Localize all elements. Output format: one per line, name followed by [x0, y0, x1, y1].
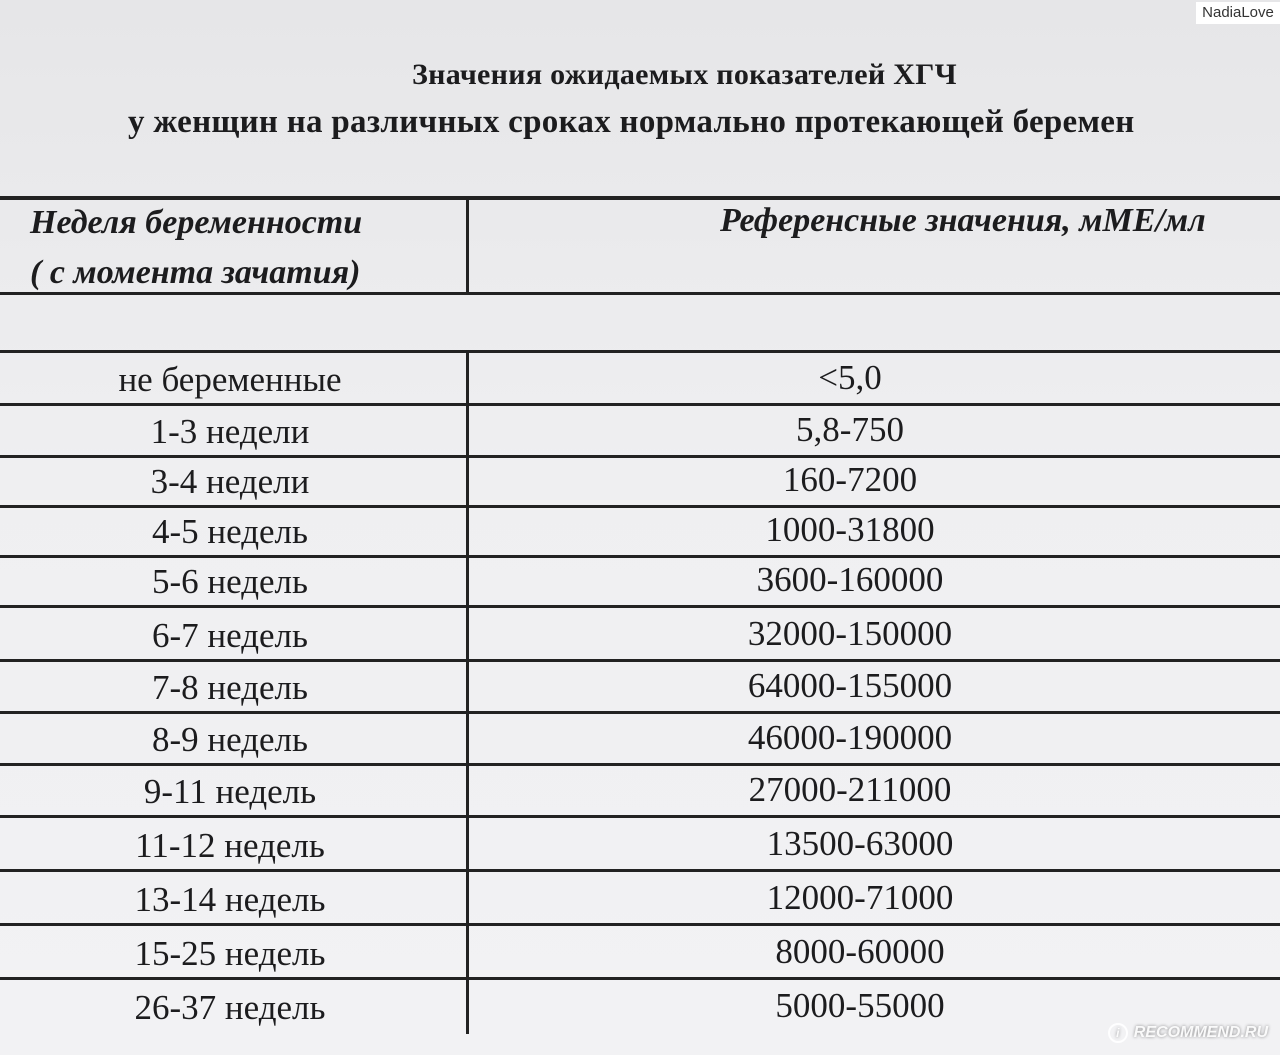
value-cell: 3600-160000 [756, 560, 944, 599]
week-cell: 1-3 недели [150, 412, 310, 451]
value-cell: 8000-60000 [775, 932, 945, 971]
week-cell: 26-37 недель [134, 988, 326, 1027]
header-week-line-2: ( с момента зачатия) [30, 254, 361, 291]
table-row [0, 874, 1280, 926]
header-spacer-border [0, 350, 1280, 353]
table-top-border [0, 196, 1280, 200]
value-cell: 64000-155000 [747, 666, 953, 705]
table-row [0, 406, 1280, 458]
table-row [0, 714, 1280, 766]
table-row [0, 506, 1280, 558]
week-cell: 7-8 недель [152, 668, 308, 707]
row-divider [0, 869, 1280, 872]
table-row [0, 820, 1280, 872]
table-row [0, 982, 1280, 1034]
value-cell: 5000-55000 [775, 986, 945, 1025]
week-cell: 4-5 недель [152, 512, 308, 551]
table-row [0, 928, 1280, 980]
watermark-bottom-text: RECOMMEND.RU [1133, 1024, 1268, 1041]
value-cell: <5,0 [818, 358, 882, 397]
watermark-top: NadiaLove [1196, 2, 1280, 24]
row-divider [0, 923, 1280, 926]
hcg-table [0, 196, 1280, 1034]
week-cell: 9-11 недель [143, 772, 317, 811]
table-row [0, 610, 1280, 662]
table-row [0, 354, 1280, 406]
table-row [0, 766, 1280, 818]
document-title-line-1: Значения ожидаемых показателей ХГЧ [412, 58, 957, 91]
value-cell: 1000-31800 [765, 510, 935, 549]
value-cell: 12000-71000 [766, 878, 954, 917]
value-cell: 32000-150000 [747, 614, 953, 653]
week-cell: не беременные [118, 360, 342, 399]
table-row [0, 556, 1280, 608]
value-cell: 5,8-750 [796, 410, 904, 449]
week-cell: 13-14 недель [134, 880, 326, 919]
header-week-line-1: Неделя беременности [30, 204, 363, 241]
table-row [0, 456, 1280, 508]
header-bottom-border [0, 292, 1280, 295]
row-divider [0, 977, 1280, 980]
value-cell: 160-7200 [782, 460, 918, 499]
table-row [0, 662, 1280, 714]
recommend-logo-icon: i [1108, 1023, 1128, 1043]
week-cell: 11-12 недель [135, 826, 325, 865]
week-cell: 6-7 недель [152, 616, 308, 655]
header-reference-values: Референсные значения, мМЕ/мл [720, 202, 1206, 239]
value-cell: 27000-211000 [748, 770, 952, 809]
watermark-bottom [1108, 1023, 1268, 1043]
row-divider [0, 605, 1280, 608]
document-title-line-2: у женщин на различных сроках нормально протекающей беремен [128, 104, 1135, 140]
week-cell: 15-25 недель [134, 934, 326, 973]
week-cell: 3-4 недели [150, 462, 310, 501]
header-divider [466, 196, 469, 295]
row-divider [0, 815, 1280, 818]
value-cell: 46000-190000 [747, 718, 953, 757]
week-cell: 5-6 недель [152, 562, 308, 601]
week-cell: 8-9 недель [152, 720, 308, 759]
value-cell: 13500-63000 [766, 824, 954, 863]
